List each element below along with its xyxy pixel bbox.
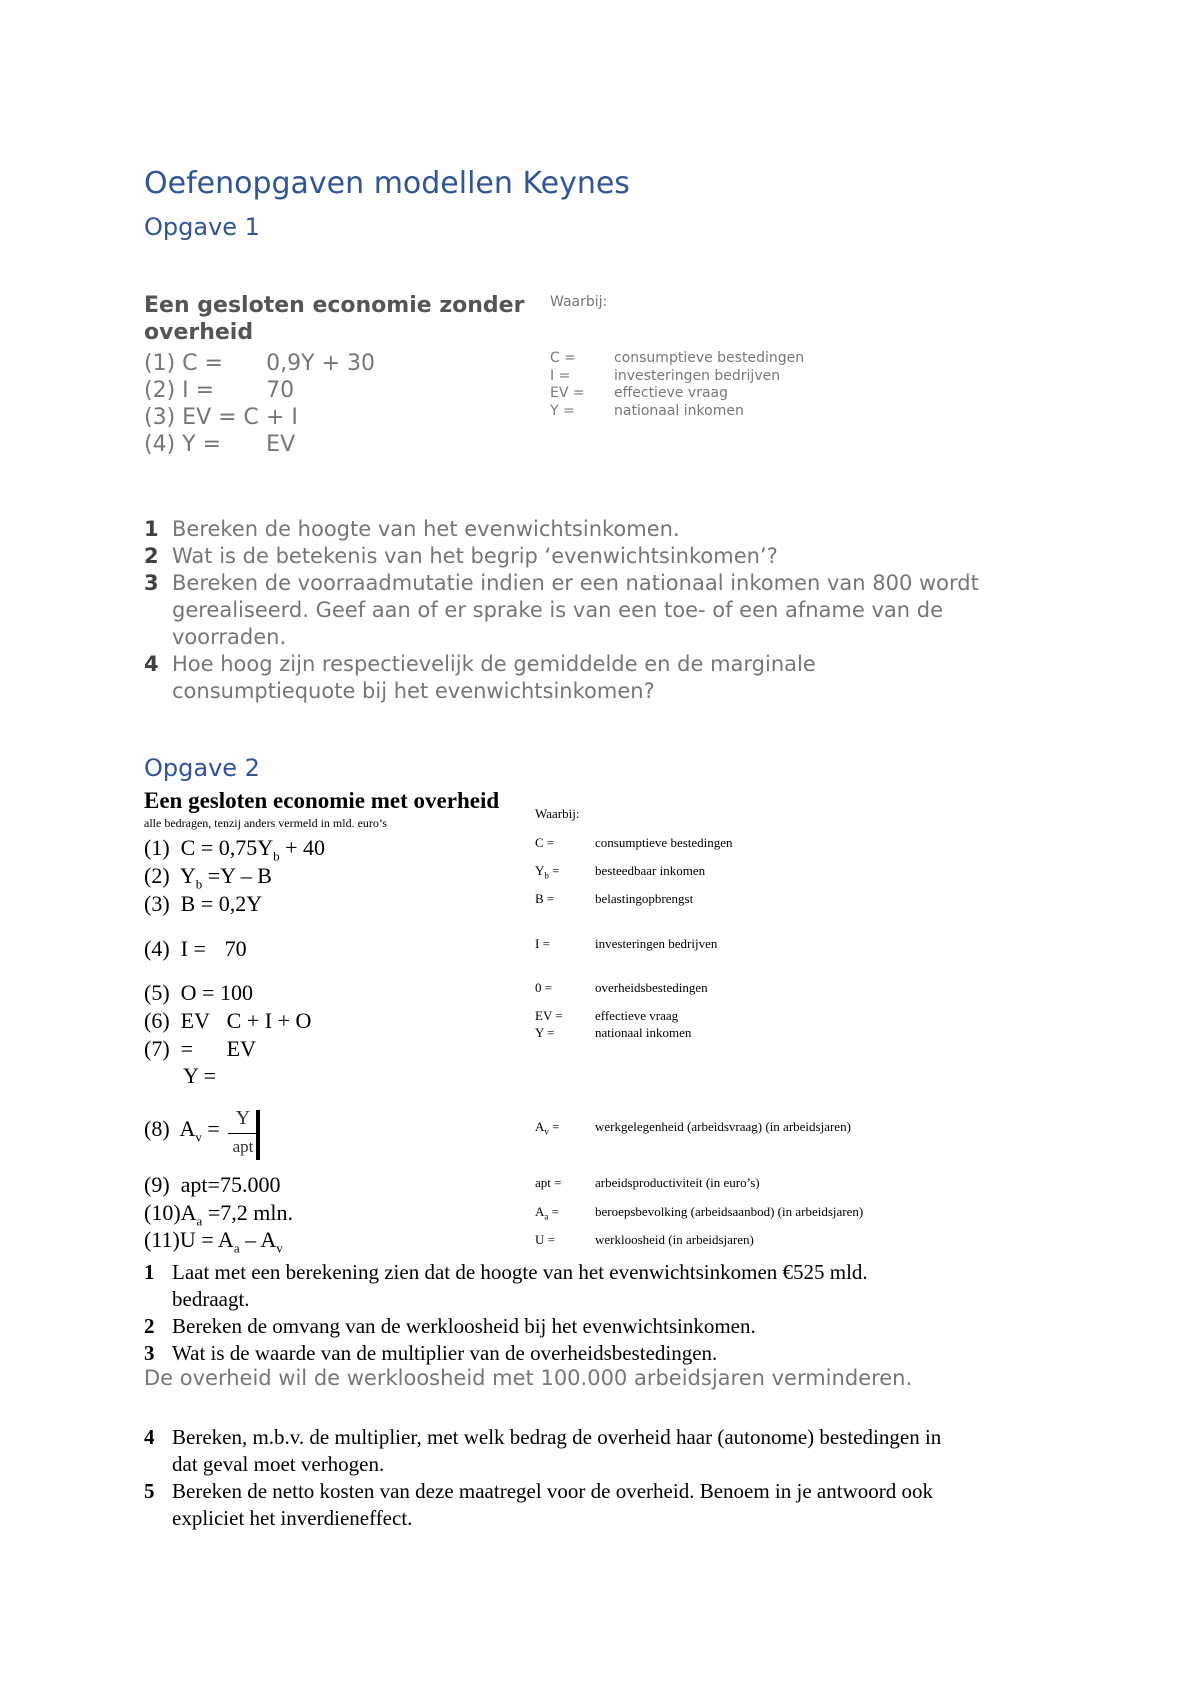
opgave-2-statement: De overheid wil de werkloosheid met 100.000 arbeidsjaren verminderen. xyxy=(144,1366,913,1390)
glossary-row: B = belastingopbrengst xyxy=(535,891,694,906)
glossary-row: $A_v$ = werkgelegenheid (arbeidsvraag) (in arbeidsjaren) xyxy=(535,1119,851,1137)
glossary-row: Y = nationaal inkomen xyxy=(535,1025,692,1040)
opgave-1-glossary xyxy=(550,350,804,420)
equation: (7) = EV xyxy=(144,1036,256,1061)
equation: (6) EV C + I + O xyxy=(144,1008,312,1033)
glossary-row: apt = arbeidsproductiviteit (in euro’s) xyxy=(535,1175,760,1190)
glossary-row: C = consumptieve bestedingen xyxy=(535,835,733,850)
equation: (3) B = 0,2Y xyxy=(144,891,263,916)
equation: $(11)U = A_a - A_v$ xyxy=(144,1227,283,1256)
opgave-1-questions: 1 Bereken de hoogte van het evenwichtsinkomen. 2 Wat is de betekenis van het begrip ‘evenwichtsinkomen’? 3 Bereken de voorraadmutatie indien er een nationaal inkomen van 800 wordt gerealiseerd. Geef aan of er sprake is van een toe- of een afname van de voorraden. 4 Hoe hoog zijn respectievelijk de gemiddelde en de marginale consumptiequote bij het evenwichtsinkomen? xyxy=(144,517,979,703)
glossary-row: I = investeringen bedrijven xyxy=(550,367,781,384)
glossary-row: C = consumptieve bestedingen xyxy=(550,350,805,366)
opgave-2-subheading: Een gesloten economie met overheid xyxy=(144,788,500,813)
opgave-1-subheading: Een gesloten economie zonder overheid xyxy=(144,293,525,345)
glossary-row: U = werkloosheid (in arbeidsjaren) xyxy=(535,1232,754,1247)
equation: (2) I = 70 xyxy=(144,378,295,403)
equation: Y = xyxy=(183,1063,216,1088)
fraction-line xyxy=(228,1133,258,1134)
glossary-row: $A_a$ = beroepsbevolking (arbeidsaanbod) (in arbeidsjaren) xyxy=(535,1204,864,1222)
opgave-1-waarbij: Waarbij: xyxy=(550,294,608,310)
equation: (8) $A_v$ = xyxy=(144,1116,220,1145)
equation: $(10)A_a =7,2$ mln. xyxy=(144,1200,293,1229)
opgave-2-questions-b: 4 Bereken, m.b.v. de multiplier, met welk bedrag de overheid haar (autonome) bestedingen in dat geval moet verhogen. 5 Bereken de netto kosten van deze maatregel voor de overheid. Benoem in je antwoord ook expliciet het inverdieneffect. xyxy=(144,1425,942,1530)
glossary-row: Y = nationaal inkomen xyxy=(550,402,744,419)
glossary-row: EV = effectieve vraag xyxy=(550,385,728,401)
equation: (1) C = 0,9Y + 30 xyxy=(144,351,376,376)
glossary-row: EV = effectieve vraag xyxy=(535,1008,679,1023)
opgave-1-heading: Opgave 1 xyxy=(144,213,260,241)
equation: (4) Y = EV xyxy=(144,432,296,457)
fraction-denominator: apt xyxy=(232,1137,254,1156)
fraction-numerator: Y xyxy=(235,1107,251,1129)
opgave-2-questions-a: 1 Laat met een berekening zien dat de hoogte van het evenwichtsinkomen €525 mld. bedraagt. 2 Bereken de omvang van de werkloosheid bij het evenwichtsinkomen. 3 Wat is de waarde van de multiplier van de overheidsbestedingen. xyxy=(144,1260,868,1365)
equation: (4) I = 70 xyxy=(144,936,247,961)
page-title: Oefenopgaven modellen Keynes xyxy=(144,166,630,201)
opgave-2-waarbij: Waarbij: xyxy=(535,806,580,821)
equation: (5) O = 100 xyxy=(144,980,253,1005)
opgave-2-heading: Opgave 2 xyxy=(144,754,260,782)
glossary-row: 0 = overheidsbestedingen xyxy=(535,980,708,995)
opgave-1-equations xyxy=(144,350,375,458)
equation: (3) EV = C + I xyxy=(144,405,298,430)
equation: (9) apt=75.000 xyxy=(144,1172,281,1197)
editor-cursor-bar xyxy=(256,1110,260,1160)
glossary-row: $Y_b$ = besteedbaar inkomen xyxy=(535,863,706,881)
equation: (1) $C = 0,75Y_b + 40$ xyxy=(144,835,326,864)
equation: (2) $Y_b =Y - B$ xyxy=(144,863,272,892)
glossary-row: I = investeringen bedrijven xyxy=(535,936,718,951)
opgave-2-note: alle bedragen, tenzij anders vermeld in mld. euro’s xyxy=(144,816,387,830)
